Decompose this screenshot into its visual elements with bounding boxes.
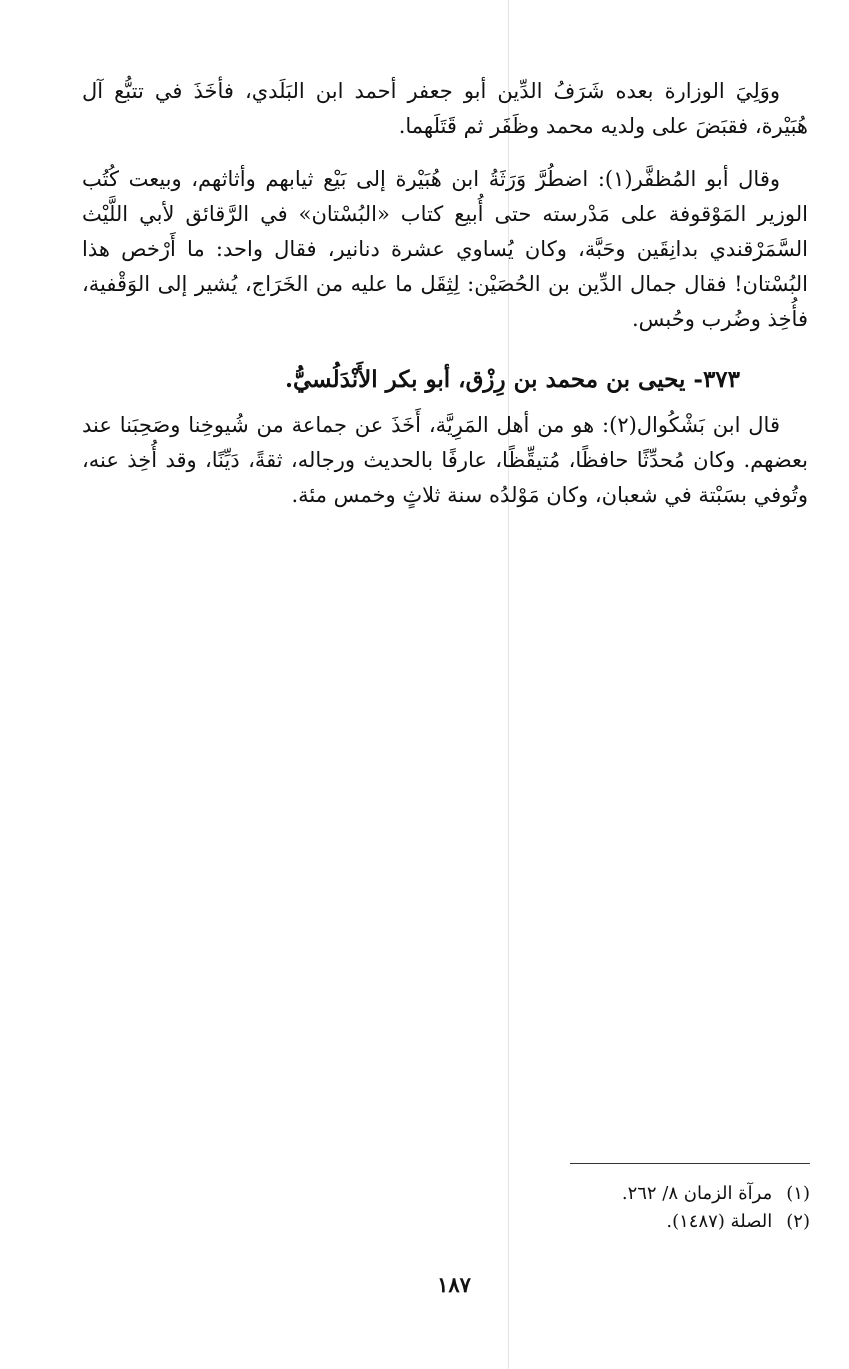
footnote-separator bbox=[570, 1163, 810, 1164]
footnote-marker: (١) bbox=[786, 1183, 810, 1204]
footnote-text: الصلة (١٤٨٧). bbox=[666, 1211, 773, 1232]
paragraph-vizier-appointment bbox=[82, 74, 808, 144]
paragraph-text: وقال أبو المُظفَّر(١): اضطُرَّ وَرَثَةُ ابن هُبَيْرة إلى بَيْع ثيابهم وأثاثهم، وبيعت كُتُب الوزير المَوْقوفة على مَدْرسته حتى أُبيع كتاب «البُسْتان» في الرَّقائق لأبي اللَّيْث السَّمَرْقندي بدانِقَين وحَبَّة، وكان يُساوي عشرة دنانير، فقال واحد: ما أَرْخص هذا البُسْتان! فقال جمال الدِّين بن الحُصَيْن: لِثِقَل ما عليه من الخَرَاج، يُشير إلى الوَقْفية، فأُخِذ وضُرب وحُبس. bbox=[82, 167, 808, 331]
footnote-text: مرآة الزمان ٨/ ٢٦٢. bbox=[621, 1183, 773, 1204]
footnotes bbox=[520, 1180, 810, 1236]
footnote-item bbox=[520, 1180, 810, 1208]
paragraph-text: قال ابن بَشْكُوال(٢): هو من أهل المَرِيَّة، أَخَذَ عن جماعة من شُيوخِنا وصَحِبَنا عند بعضهم. وكان مُحدِّثًا حافظًا، مُتيقِّظًا، عارفًا بالحديث ورجاله، ثقةً، دَيِّنًا، وقد أُخِذ عنه، وتُوفي بسَبْتة في شعبان، وكان مَوْلدُه سنة ثلاثٍ وخمس مئة. bbox=[82, 413, 808, 507]
page-number: ١٨٧ bbox=[437, 1272, 471, 1297]
biography-entry-heading: ٣٧٣- يحيى بن محمد بن رِزْق، أبو بكر الأَنْدَلُسيُّ. bbox=[284, 366, 740, 393]
paragraph-text: ووَلِيَ الوزارة بعده شَرَفُ الدِّين أبو جعفر أحمد ابن البَلَدي، فأخَذَ في تتبُّع آل هُبَيْرة، فقبَضَ على ولديه محمد وظَفَر ثم قَتَلَهما. bbox=[82, 79, 808, 138]
footnote-item bbox=[520, 1208, 810, 1236]
paragraph-abu-muzaffar-account bbox=[82, 162, 808, 337]
footnote-marker: (٢) bbox=[786, 1211, 810, 1232]
biography-entry-body bbox=[82, 408, 808, 513]
